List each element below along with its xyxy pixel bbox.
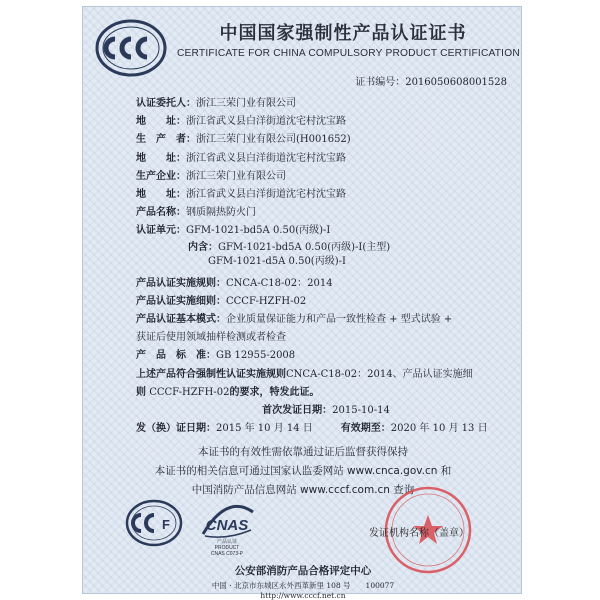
title-cn: 中国国家强制性产品认证证书 xyxy=(219,23,467,44)
factory-row xyxy=(136,168,516,186)
conclusion-row-1 xyxy=(136,366,516,384)
rule-label: 产品认证实施规则： xyxy=(136,277,226,289)
ccc-logo xyxy=(95,19,167,77)
factory-address-label: 地 址： xyxy=(136,189,186,201)
manufacturer-row xyxy=(136,131,516,149)
standard-value: GB 12955-2008 xyxy=(216,350,296,362)
mode-row-2 xyxy=(136,329,516,347)
issuing-organization: 公安部消防产品合格评定中心 xyxy=(234,565,372,577)
factory-address-row xyxy=(136,186,516,204)
organization-website: http://www.cccf.net.cn xyxy=(260,591,346,600)
detail-rule-value: CCCF-HZFH-02 xyxy=(226,295,307,307)
detail-rule-label: 产品认证实施细则： xyxy=(136,295,226,307)
factory-value: 浙江三荣门业有限公司 xyxy=(186,170,286,182)
title-en: CERTIFICATE FOR CHINA COMPULSORY PRODUCT CERTIFICATION xyxy=(177,48,520,59)
certificate xyxy=(82,6,522,600)
applicant-address-value: 浙江省武义县白洋街道沈宅村沈宝路 xyxy=(186,116,346,128)
unit-label: 认证单元： xyxy=(136,225,186,237)
conclusion-text-2b: CCCF-HZFH-02 xyxy=(149,386,230,398)
factory-label: 生产企业： xyxy=(136,170,186,182)
notice-line-2: 本证书的相关信息可通过国家认监委网站 www.cnca.gov.cn 和 xyxy=(154,465,452,477)
contains-row-1 xyxy=(136,241,516,255)
contains-value-1: GFM-1021-bd5A 0.50(丙级)-I(主型) xyxy=(218,241,391,253)
certificate-number xyxy=(355,73,507,88)
certificate-body xyxy=(136,95,516,438)
applicant-value: 浙江三荣门业有限公司 xyxy=(196,98,296,109)
conclusion-row-2 xyxy=(136,384,516,402)
contains-row-2 xyxy=(136,255,516,269)
issue-value: 2015 年 10 月 14 日 xyxy=(216,423,313,435)
first-issue-row xyxy=(136,402,516,420)
mode-label: 产品认证基本模式： xyxy=(136,314,226,326)
cnas-sub-1: 产品认证 xyxy=(216,539,237,545)
product-name-value: 钢质隔热防火门 xyxy=(186,207,256,219)
conclusion-text-1b: CNCA-C18-02：2014、产品认证实施细 xyxy=(286,368,473,380)
cnas-sub-3: CNAS C073-P xyxy=(210,551,244,557)
notice-line-1: 本证书的有效性需依靠通过证后监督获得保持 xyxy=(198,446,408,458)
manufacturer-label: 生 产 者： xyxy=(136,134,196,146)
expire-value: 2020 年 10 月 13 日 xyxy=(390,423,488,435)
cnas-logo xyxy=(197,500,257,540)
certificate-number-value: 2016050608001528 xyxy=(405,77,507,88)
standard-label: 产 品 标 准： xyxy=(136,350,216,362)
seal-caption: 发证机构名称（盖章） xyxy=(369,528,469,539)
cnas-sub-2: PRODUCT xyxy=(214,545,240,551)
issue-label: 发（换）证日期： xyxy=(136,423,216,435)
factory-address-value: 浙江省武义县白洋街道沈宅村沈宝路 xyxy=(186,189,346,201)
conclusion-text-2a: 则 xyxy=(136,386,146,398)
expire-label: 有效期至： xyxy=(340,423,391,435)
mode-value-2: 获证后使用领域抽样检测或者检查 xyxy=(136,332,286,344)
applicant-row xyxy=(136,95,516,113)
cccf-logo xyxy=(125,499,183,547)
detail-rule-row xyxy=(136,293,516,311)
validity-row xyxy=(136,420,516,438)
certificate-number-label: 证书编号： xyxy=(355,77,406,88)
first-issue-label: 首次发证日期： xyxy=(262,405,333,417)
product-name-row xyxy=(136,204,516,222)
cnas-subtitle xyxy=(199,539,255,557)
unit-value: GFM-1021-bd5A 0.50(丙级)-I xyxy=(186,225,331,237)
conclusion-text-1a: 上述产品符合强制性认证实施规则 xyxy=(136,368,286,380)
rule-value: CNCA-C18-02：2014 xyxy=(226,277,333,289)
first-issue-value: 2015-10-14 xyxy=(332,405,390,417)
rule-row xyxy=(136,275,516,293)
conclusion-text-2c: 的要求，特发此证。 xyxy=(229,386,320,398)
cnas-text: CNAS xyxy=(205,517,249,534)
product-name-label: 产品名称： xyxy=(136,207,186,219)
contains-label: 内含： xyxy=(188,241,218,253)
applicant-address-label: 地 址： xyxy=(136,116,186,128)
contains-value-2: GFM-1021-d5A 0.50(丙级)-I xyxy=(208,255,346,267)
cccf-f-letter: F xyxy=(162,517,170,532)
notice-line-3: 中国消防产品信息网站 www.cccf.com.cn 查询 xyxy=(191,484,415,496)
standard-row xyxy=(136,347,516,365)
mode-row xyxy=(136,311,516,329)
manufacturer-value: 浙江三荣门业有限公司(H001652) xyxy=(196,134,351,146)
applicant-label: 认证委托人： xyxy=(136,98,196,109)
applicant-address-row xyxy=(136,113,516,131)
manufacturer-address-label: 地 址： xyxy=(136,152,186,164)
manufacturer-address-value: 浙江省武义县白洋街道沈宅村沈宝路 xyxy=(186,152,346,164)
manufacturer-address-row xyxy=(136,150,516,168)
mode-value-1: 企业质量保证能力和产品一致性检查 + 型式试验 + xyxy=(226,314,453,326)
unit-row xyxy=(136,222,516,240)
organization-address: 中国 · 北京市东城区永外西革新里 108 号 100077 xyxy=(211,581,395,590)
